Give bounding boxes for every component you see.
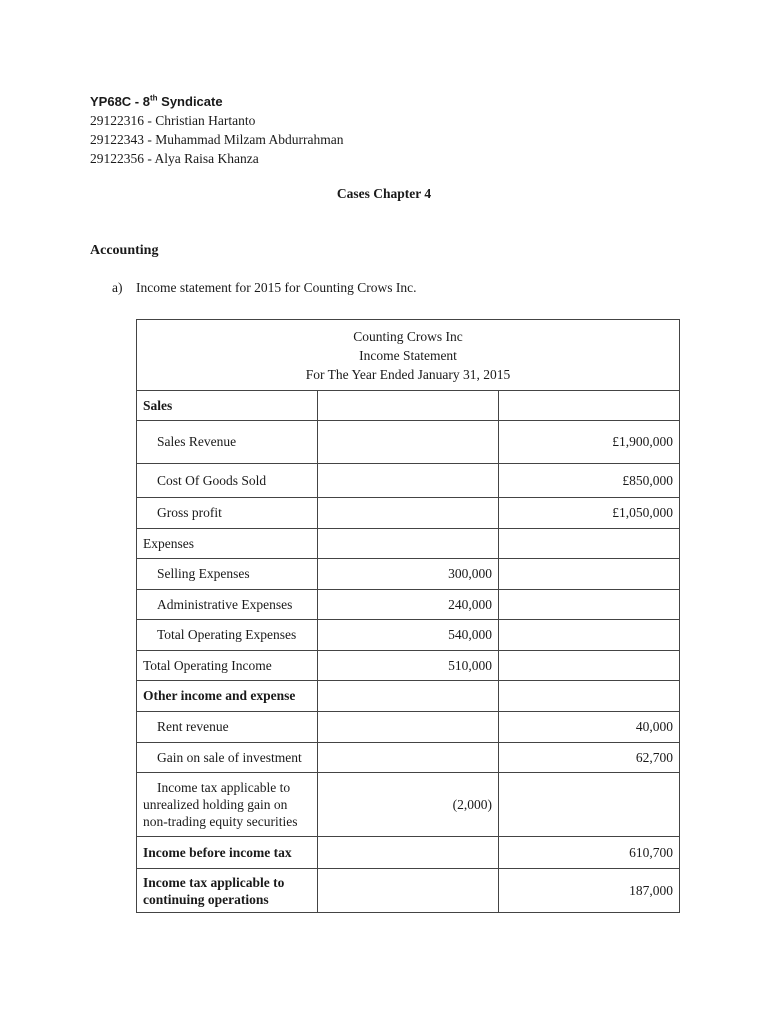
row-value-col3: 40,000 bbox=[499, 712, 680, 743]
row-label: Gross profit bbox=[137, 498, 318, 529]
statement-period: For The Year Ended January 31, 2015 bbox=[305, 366, 511, 382]
row-label: Cost Of Goods Sold bbox=[137, 464, 318, 498]
document-title: Cases Chapter 4 bbox=[336, 186, 432, 201]
income-statement-table bbox=[136, 319, 680, 913]
table-row bbox=[137, 421, 680, 464]
table-row bbox=[137, 681, 680, 712]
member-line: 29122343 - Muhammad Milzam Abdurrahman bbox=[90, 132, 344, 147]
statement-header-row bbox=[137, 320, 680, 391]
table-row bbox=[137, 391, 680, 421]
table-row bbox=[137, 498, 680, 529]
row-label: Income tax applicable to continuing operations bbox=[137, 869, 318, 913]
row-label-text: Income tax applicable to unrealized holding gain on non-trading equity securities bbox=[143, 780, 298, 829]
row-value-col3: 610,700 bbox=[499, 837, 680, 869]
row-value-col2 bbox=[318, 712, 499, 743]
row-value-col2 bbox=[318, 391, 499, 421]
row-label: Sales bbox=[137, 391, 318, 421]
row-label: Expenses bbox=[137, 529, 318, 559]
row-value-col2 bbox=[318, 421, 499, 464]
group-title: YP68C - 8th Syndicate bbox=[90, 93, 223, 109]
row-value-col2 bbox=[318, 498, 499, 529]
row-value-col2 bbox=[318, 837, 499, 869]
company-name: Counting Crows Inc bbox=[353, 328, 463, 344]
row-label: Selling Expenses bbox=[137, 559, 318, 590]
row-value-col2: 240,000 bbox=[318, 590, 499, 620]
row-value-col3 bbox=[499, 773, 680, 837]
row-value-col3 bbox=[499, 590, 680, 620]
row-value-col3: £850,000 bbox=[499, 464, 680, 498]
table-row bbox=[137, 590, 680, 620]
row-value-col2 bbox=[318, 869, 499, 913]
row-value-col2: 540,000 bbox=[318, 620, 499, 651]
row-label: Other income and expense bbox=[137, 681, 318, 712]
statement-header bbox=[137, 320, 680, 391]
table-row bbox=[137, 464, 680, 498]
statement-name: Income Statement bbox=[359, 347, 457, 363]
row-value-col2: (2,000) bbox=[318, 773, 499, 837]
author-block bbox=[90, 92, 343, 168]
table-row bbox=[137, 559, 680, 590]
row-value-col3: £1,900,000 bbox=[499, 421, 680, 464]
row-label: Sales Revenue bbox=[137, 421, 318, 464]
table-row bbox=[137, 651, 680, 681]
row-value-col3 bbox=[499, 529, 680, 559]
row-label: Administrative Expenses bbox=[137, 590, 318, 620]
list-item-text: Income statement for 2015 for Counting Crows Inc. bbox=[136, 280, 417, 295]
row-value-col3 bbox=[499, 391, 680, 421]
table-row bbox=[137, 773, 680, 837]
row-label bbox=[137, 773, 318, 837]
row-value-col2 bbox=[318, 743, 499, 773]
row-value-col3: 187,000 bbox=[499, 869, 680, 913]
table-row bbox=[137, 743, 680, 773]
row-label: Income before income tax bbox=[137, 837, 318, 869]
row-label: Total Operating Expenses bbox=[137, 620, 318, 651]
list-item bbox=[112, 280, 416, 296]
row-value-col2: 300,000 bbox=[318, 559, 499, 590]
row-value-col3 bbox=[499, 681, 680, 712]
table-row bbox=[137, 529, 680, 559]
list-marker: a) bbox=[112, 280, 123, 295]
table-row bbox=[137, 837, 680, 869]
row-label: Total Operating Income bbox=[137, 651, 318, 681]
section-heading: Accounting bbox=[90, 243, 159, 258]
row-value-col3 bbox=[499, 651, 680, 681]
table-row bbox=[137, 712, 680, 743]
row-value-col3: 62,700 bbox=[499, 743, 680, 773]
table-row bbox=[137, 869, 680, 913]
row-value-col2: 510,000 bbox=[318, 651, 499, 681]
row-value-col2 bbox=[318, 464, 499, 498]
row-value-col3: £1,050,000 bbox=[499, 498, 680, 529]
row-label: Gain on sale of investment bbox=[137, 743, 318, 773]
row-value-col2 bbox=[318, 681, 499, 712]
member-line: 29122316 - Christian Hartanto bbox=[90, 113, 256, 128]
row-value-col2 bbox=[318, 529, 499, 559]
row-value-col3 bbox=[499, 620, 680, 651]
row-label: Rent revenue bbox=[137, 712, 318, 743]
member-line: 29122356 - Alya Raisa Khanza bbox=[90, 151, 259, 166]
row-value-col3 bbox=[499, 559, 680, 590]
table-row bbox=[137, 620, 680, 651]
